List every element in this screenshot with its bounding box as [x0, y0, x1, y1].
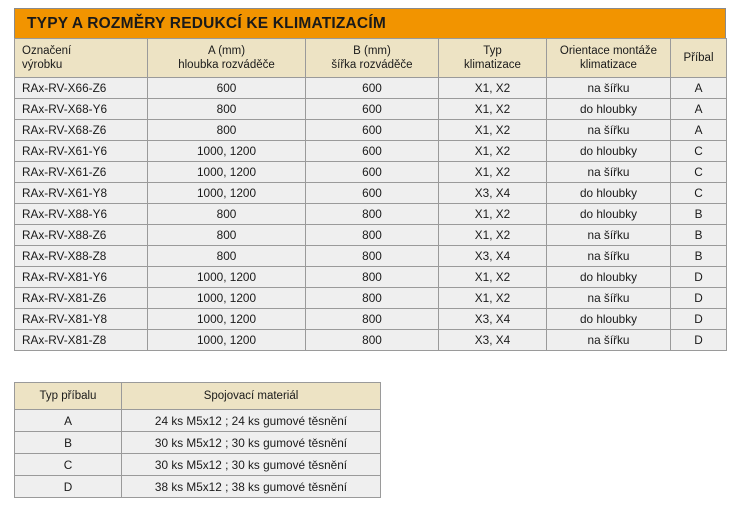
table-row: [15, 162, 727, 183]
cell-ac-type: X1, X2: [439, 204, 547, 225]
cell-accessory: D: [671, 267, 727, 288]
table-row: [15, 78, 727, 99]
cell-product-code: RAx-RV-X88-Z6: [15, 225, 148, 246]
cell-accessory: D: [671, 309, 727, 330]
cell-mount-orientation: na šířku: [547, 330, 671, 351]
column-header-product-code: Označení výrobku: [15, 39, 148, 78]
table-header-row: [15, 383, 381, 410]
cell-ac-type: X1, X2: [439, 288, 547, 309]
cell-accessory-type: C: [15, 454, 122, 476]
cell-accessory: C: [671, 141, 727, 162]
cell-product-code: RAx-RV-X61-Y8: [15, 183, 148, 204]
accessory-table-body: [15, 410, 381, 498]
cell-ac-type: X1, X2: [439, 225, 547, 246]
cell-mount-orientation: na šířku: [547, 78, 671, 99]
cell-product-code: RAx-RV-X66-Z6: [15, 78, 148, 99]
cell-width-b: 800: [306, 246, 439, 267]
table-row: [15, 99, 727, 120]
column-header-ac-type: Typ klimatizace: [439, 39, 547, 78]
cell-width-b: 800: [306, 267, 439, 288]
column-header-accessory: Příbal: [671, 39, 727, 78]
table-row: [15, 267, 727, 288]
cell-ac-type: X3, X4: [439, 330, 547, 351]
table-row: [15, 120, 727, 141]
cell-ac-type: X1, X2: [439, 120, 547, 141]
table-row: [15, 309, 727, 330]
cell-width-b: 600: [306, 99, 439, 120]
cell-product-code: RAx-RV-X68-Y6: [15, 99, 148, 120]
cell-product-code: RAx-RV-X61-Y6: [15, 141, 148, 162]
cell-depth-a: 1000, 1200: [148, 330, 306, 351]
table-row: [15, 476, 381, 498]
cell-product-code: RAx-RV-X81-Z8: [15, 330, 148, 351]
dimensions-table-head: [15, 39, 727, 78]
cell-mount-orientation: na šířku: [547, 225, 671, 246]
cell-accessory-type: A: [15, 410, 122, 432]
table-row: [15, 454, 381, 476]
cell-accessory-type: D: [15, 476, 122, 498]
accessory-table-block: [14, 382, 380, 498]
table-row: [15, 288, 727, 309]
cell-depth-a: 800: [148, 204, 306, 225]
cell-mount-orientation: do hloubky: [547, 204, 671, 225]
accessory-table-head: [15, 383, 381, 410]
table-row: [15, 225, 727, 246]
dimensions-table: [14, 38, 727, 351]
page-title: TYPY A ROZMĚRY REDUKCÍ KE KLIMATIZACÍM: [27, 14, 386, 32]
cell-ac-type: X1, X2: [439, 99, 547, 120]
cell-mount-orientation: na šířku: [547, 162, 671, 183]
cell-mount-orientation: do hloubky: [547, 267, 671, 288]
cell-ac-type: X3, X4: [439, 309, 547, 330]
cell-width-b: 600: [306, 162, 439, 183]
dimensions-table-body: [15, 78, 727, 351]
cell-depth-a: 800: [148, 225, 306, 246]
cell-product-code: RAx-RV-X88-Z8: [15, 246, 148, 267]
cell-width-b: 800: [306, 225, 439, 246]
column-header-accessory-type: Typ příbalu: [15, 383, 122, 410]
cell-depth-a: 1000, 1200: [148, 267, 306, 288]
table-row: [15, 410, 381, 432]
main-table-block: [14, 8, 726, 351]
table-row: [15, 141, 727, 162]
cell-accessory-type: B: [15, 432, 122, 454]
cell-width-b: 600: [306, 141, 439, 162]
cell-depth-a: 800: [148, 246, 306, 267]
cell-width-b: 600: [306, 183, 439, 204]
cell-ac-type: X3, X4: [439, 183, 547, 204]
cell-depth-a: 800: [148, 120, 306, 141]
cell-fastening-material: 38 ks M5x12 ; 38 ks gumové těsnění: [122, 476, 381, 498]
cell-width-b: 800: [306, 330, 439, 351]
cell-width-b: 600: [306, 120, 439, 141]
cell-product-code: RAx-RV-X88-Y6: [15, 204, 148, 225]
cell-accessory: D: [671, 330, 727, 351]
cell-depth-a: 600: [148, 78, 306, 99]
cell-mount-orientation: do hloubky: [547, 99, 671, 120]
cell-mount-orientation: do hloubky: [547, 183, 671, 204]
cell-width-b: 800: [306, 204, 439, 225]
cell-ac-type: X1, X2: [439, 78, 547, 99]
cell-depth-a: 1000, 1200: [148, 162, 306, 183]
cell-ac-type: X1, X2: [439, 162, 547, 183]
cell-product-code: RAx-RV-X68-Z6: [15, 120, 148, 141]
column-header-fastening-material: Spojovací materiál: [122, 383, 381, 410]
cell-mount-orientation: na šířku: [547, 288, 671, 309]
cell-accessory: C: [671, 162, 727, 183]
cell-fastening-material: 30 ks M5x12 ; 30 ks gumové těsnění: [122, 454, 381, 476]
cell-depth-a: 800: [148, 99, 306, 120]
cell-width-b: 600: [306, 78, 439, 99]
cell-depth-a: 1000, 1200: [148, 141, 306, 162]
column-header-width-b: B (mm) šířka rozváděče: [306, 39, 439, 78]
table-row: [15, 246, 727, 267]
cell-mount-orientation: na šířku: [547, 120, 671, 141]
table-row: [15, 330, 727, 351]
cell-width-b: 800: [306, 288, 439, 309]
column-header-mount-orientation: Orientace montáže klimatizace: [547, 39, 671, 78]
cell-mount-orientation: na šířku: [547, 246, 671, 267]
cell-accessory: D: [671, 288, 727, 309]
cell-ac-type: X3, X4: [439, 246, 547, 267]
cell-accessory: B: [671, 225, 727, 246]
cell-fastening-material: 24 ks M5x12 ; 24 ks gumové těsnění: [122, 410, 381, 432]
cell-ac-type: X1, X2: [439, 141, 547, 162]
cell-depth-a: 1000, 1200: [148, 288, 306, 309]
cell-accessory: B: [671, 246, 727, 267]
table-row: [15, 204, 727, 225]
table-row: [15, 432, 381, 454]
cell-fastening-material: 30 ks M5x12 ; 30 ks gumové těsnění: [122, 432, 381, 454]
cell-depth-a: 1000, 1200: [148, 309, 306, 330]
cell-accessory: A: [671, 99, 727, 120]
column-header-depth-a: A (mm) hloubka rozváděče: [148, 39, 306, 78]
cell-product-code: RAx-RV-X81-Y8: [15, 309, 148, 330]
cell-mount-orientation: do hloubky: [547, 141, 671, 162]
table-header-row: [15, 39, 727, 78]
cell-ac-type: X1, X2: [439, 267, 547, 288]
cell-product-code: RAx-RV-X81-Z6: [15, 288, 148, 309]
accessory-table: [14, 382, 381, 498]
cell-depth-a: 1000, 1200: [148, 183, 306, 204]
cell-product-code: RAx-RV-X81-Y6: [15, 267, 148, 288]
cell-width-b: 800: [306, 309, 439, 330]
cell-accessory: C: [671, 183, 727, 204]
table-row: [15, 183, 727, 204]
cell-accessory: A: [671, 78, 727, 99]
cell-product-code: RAx-RV-X61-Z6: [15, 162, 148, 183]
cell-accessory: A: [671, 120, 727, 141]
document-title-band: [14, 8, 726, 38]
cell-accessory: B: [671, 204, 727, 225]
cell-mount-orientation: do hloubky: [547, 309, 671, 330]
